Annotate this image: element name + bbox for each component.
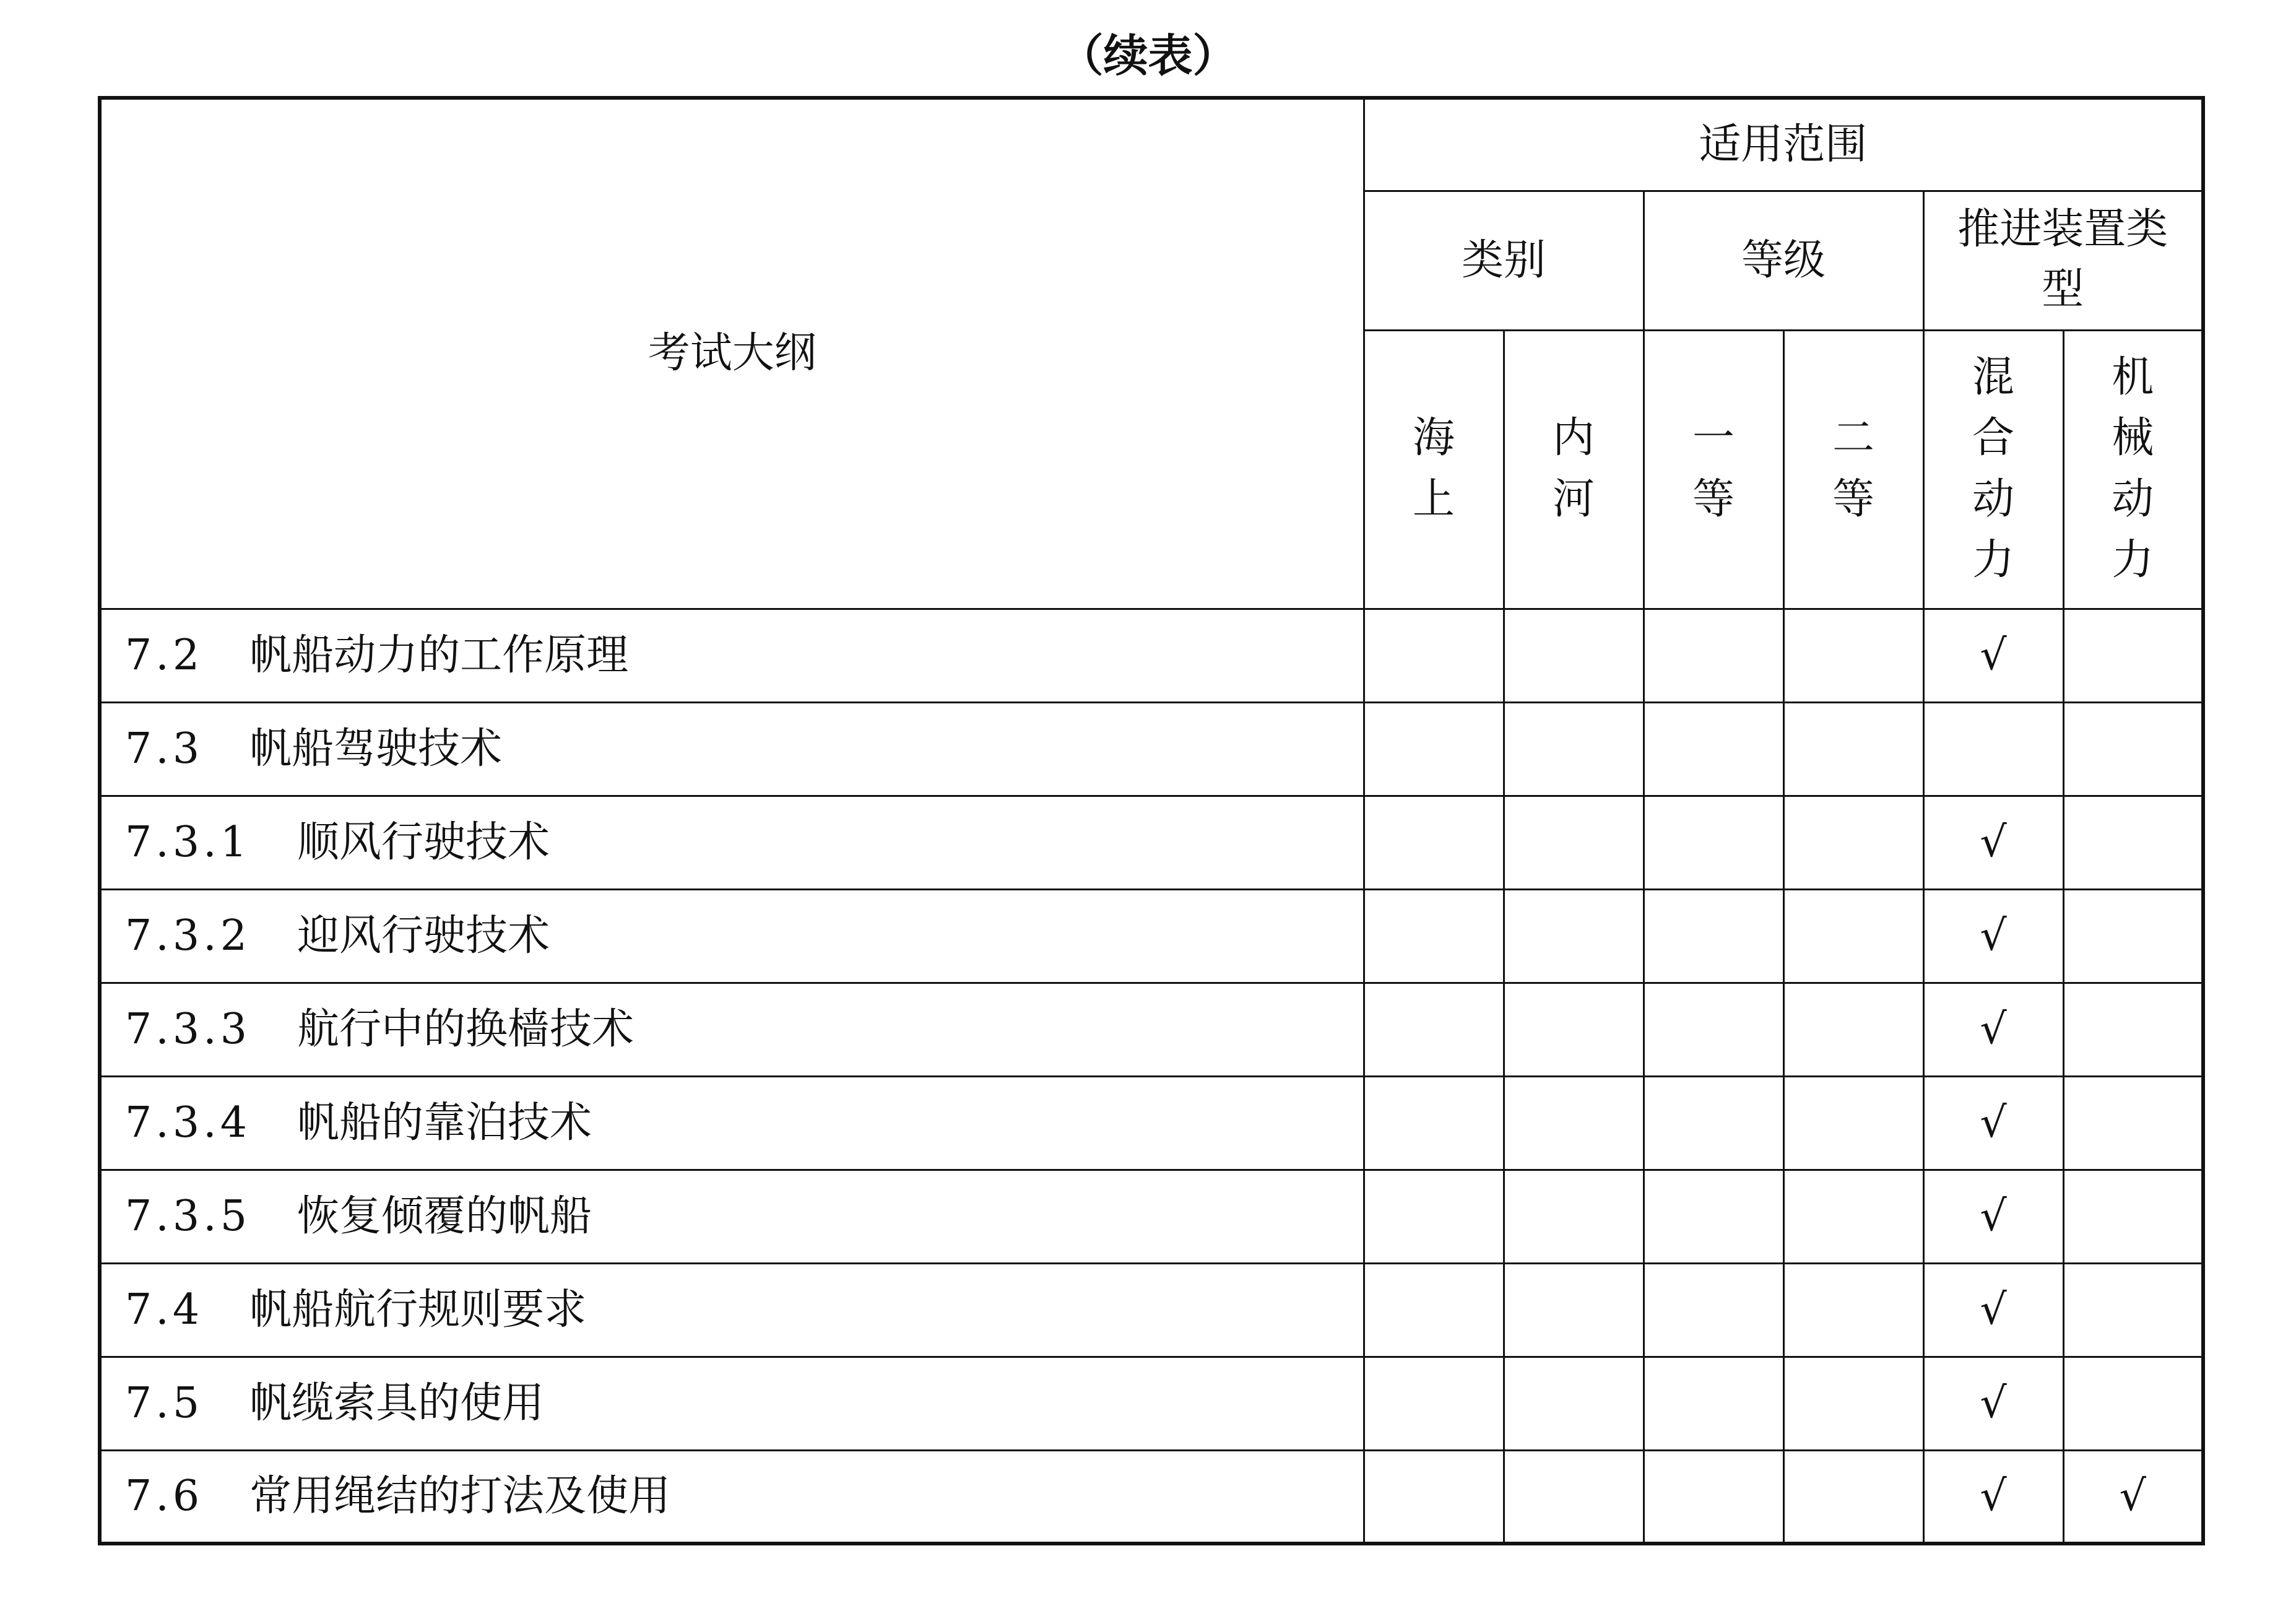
cell-mechanical (2063, 796, 2203, 889)
outline-item (100, 889, 1364, 983)
table-body (100, 609, 2203, 1544)
item-text: 帆缆索具的使用 (249, 1378, 545, 1428)
cell-mechanical (2063, 1357, 2203, 1450)
cell-hybrid: √ (1923, 1076, 2063, 1170)
outline-item (100, 983, 1364, 1076)
outline-header-label: 考试大纲 (648, 329, 817, 378)
table-row (100, 702, 2203, 796)
outline-item (100, 1450, 1364, 1544)
cell-second (1783, 1357, 1923, 1450)
syllabus-table (98, 96, 2205, 1545)
item-number: 7.3.4 (125, 1098, 251, 1147)
cell-inland (1504, 1450, 1644, 1544)
cell-hybrid: √ (1923, 609, 2063, 702)
cell-second (1783, 1450, 1923, 1544)
column-header-mechanical-label: 机械动力 (2112, 352, 2154, 585)
cell-mechanical (2063, 1076, 2203, 1170)
propulsion-header-label: 推进装置类型 (1957, 205, 2168, 314)
cell-sea (1364, 702, 1504, 796)
cell-first (1644, 983, 1783, 1076)
item-text: 恢复倾覆的帆船 (297, 1191, 592, 1241)
item-number: 7.3.5 (125, 1191, 251, 1241)
cell-first (1644, 796, 1783, 889)
item-text: 帆船航行规则要求 (249, 1285, 587, 1334)
column-header-sea (1364, 330, 1504, 609)
cell-hybrid: √ (1923, 796, 2063, 889)
item-number: 7.4 (125, 1285, 204, 1334)
cell-mechanical: √ (2063, 1450, 2203, 1544)
propulsion-header (1923, 191, 2203, 330)
outline-item (100, 702, 1364, 796)
table-row (100, 609, 2203, 702)
cell-second (1783, 983, 1923, 1076)
item-text: 顺风行驶技术 (297, 817, 550, 867)
cell-sea (1364, 1357, 1504, 1450)
category-header (1364, 191, 1644, 330)
item-number: 7.3 (125, 724, 204, 773)
outline-item (100, 796, 1364, 889)
item-number: 7.5 (125, 1378, 204, 1428)
cell-sea (1364, 1450, 1504, 1544)
column-header-hybrid (1923, 330, 2063, 609)
table-row (100, 1450, 2203, 1544)
cell-inland (1504, 889, 1644, 983)
column-header-sea-label: 海上 (1412, 414, 1455, 524)
cell-first (1644, 702, 1783, 796)
cell-inland (1504, 609, 1644, 702)
column-header-first (1644, 330, 1783, 609)
cell-second (1783, 1170, 1923, 1263)
cell-hybrid: √ (1923, 983, 2063, 1076)
cell-mechanical (2063, 609, 2203, 702)
outline-item (100, 1170, 1364, 1263)
cell-sea (1364, 889, 1504, 983)
cell-inland (1504, 983, 1644, 1076)
cell-mechanical (2063, 1263, 2203, 1357)
item-text: 帆船驾驶技术 (249, 724, 503, 773)
cell-sea (1364, 796, 1504, 889)
item-text: 常用绳结的打法及使用 (249, 1471, 671, 1521)
cell-inland (1504, 1263, 1644, 1357)
outline-item (100, 1076, 1364, 1170)
cell-second (1783, 796, 1923, 889)
cell-hybrid: √ (1923, 889, 2063, 983)
cell-second (1783, 702, 1923, 796)
cell-first (1644, 1263, 1783, 1357)
column-header-first-label: 一等 (1692, 414, 1735, 524)
cell-inland (1504, 1076, 1644, 1170)
cell-second (1783, 609, 1923, 702)
cell-sea (1364, 609, 1504, 702)
item-text: 迎风行驶技术 (297, 911, 550, 960)
table-row (100, 889, 2203, 983)
cell-first (1644, 889, 1783, 983)
cell-mechanical (2063, 702, 2203, 796)
item-number: 7.2 (125, 630, 204, 680)
cell-mechanical (2063, 1170, 2203, 1263)
item-number: 7.3.1 (125, 817, 251, 867)
cell-inland (1504, 702, 1644, 796)
column-header-hybrid-label: 混合动力 (1972, 352, 2014, 585)
table-caption: （续表） (1059, 29, 1237, 82)
outline-header (100, 98, 1364, 609)
cell-hybrid: √ (1923, 1170, 2063, 1263)
item-number: 7.3.3 (125, 1004, 251, 1054)
table-row (100, 796, 2203, 889)
cell-mechanical (2063, 983, 2203, 1076)
cell-inland (1504, 1357, 1644, 1450)
table-header (100, 98, 2203, 609)
column-header-inland-label: 内河 (1552, 414, 1595, 524)
item-text: 航行中的换樯技术 (297, 1004, 635, 1054)
item-text: 帆船的靠泊技术 (297, 1098, 592, 1147)
item-text: 帆船动力的工作原理 (249, 630, 629, 680)
cell-hybrid: √ (1923, 1450, 2063, 1544)
table-row (100, 1263, 2203, 1357)
scope-header (1364, 98, 2203, 191)
cell-second (1783, 1076, 1923, 1170)
table-row (100, 1170, 2203, 1263)
column-header-second (1783, 330, 1923, 609)
column-header-second-label: 二等 (1832, 414, 1874, 524)
column-header-inland (1504, 330, 1644, 609)
cell-sea (1364, 1263, 1504, 1357)
category-header-label: 类别 (1461, 235, 1546, 285)
cell-hybrid (1923, 702, 2063, 796)
grade-header-label: 等级 (1741, 235, 1826, 285)
cell-first (1644, 609, 1783, 702)
cell-first (1644, 1076, 1783, 1170)
item-number: 7.3.2 (125, 911, 251, 960)
cell-first (1644, 1450, 1783, 1544)
outline-item (100, 1263, 1364, 1357)
cell-hybrid: √ (1923, 1263, 2063, 1357)
table-row (100, 1357, 2203, 1450)
cell-hybrid: √ (1923, 1357, 2063, 1450)
cell-sea (1364, 983, 1504, 1076)
table-row (100, 1076, 2203, 1170)
outline-item (100, 1357, 1364, 1450)
cell-inland (1504, 796, 1644, 889)
cell-sea (1364, 1076, 1504, 1170)
cell-first (1644, 1170, 1783, 1263)
outline-item (100, 609, 1364, 702)
cell-second (1783, 889, 1923, 983)
cell-second (1783, 1263, 1923, 1357)
column-header-mechanical (2063, 330, 2203, 609)
cell-first (1644, 1357, 1783, 1450)
table-row (100, 983, 2203, 1076)
grade-header (1644, 191, 1923, 330)
scope-header-label: 适用范围 (1699, 119, 1868, 169)
cell-inland (1504, 1170, 1644, 1263)
item-number: 7.6 (125, 1471, 204, 1521)
cell-sea (1364, 1170, 1504, 1263)
cell-mechanical (2063, 889, 2203, 983)
